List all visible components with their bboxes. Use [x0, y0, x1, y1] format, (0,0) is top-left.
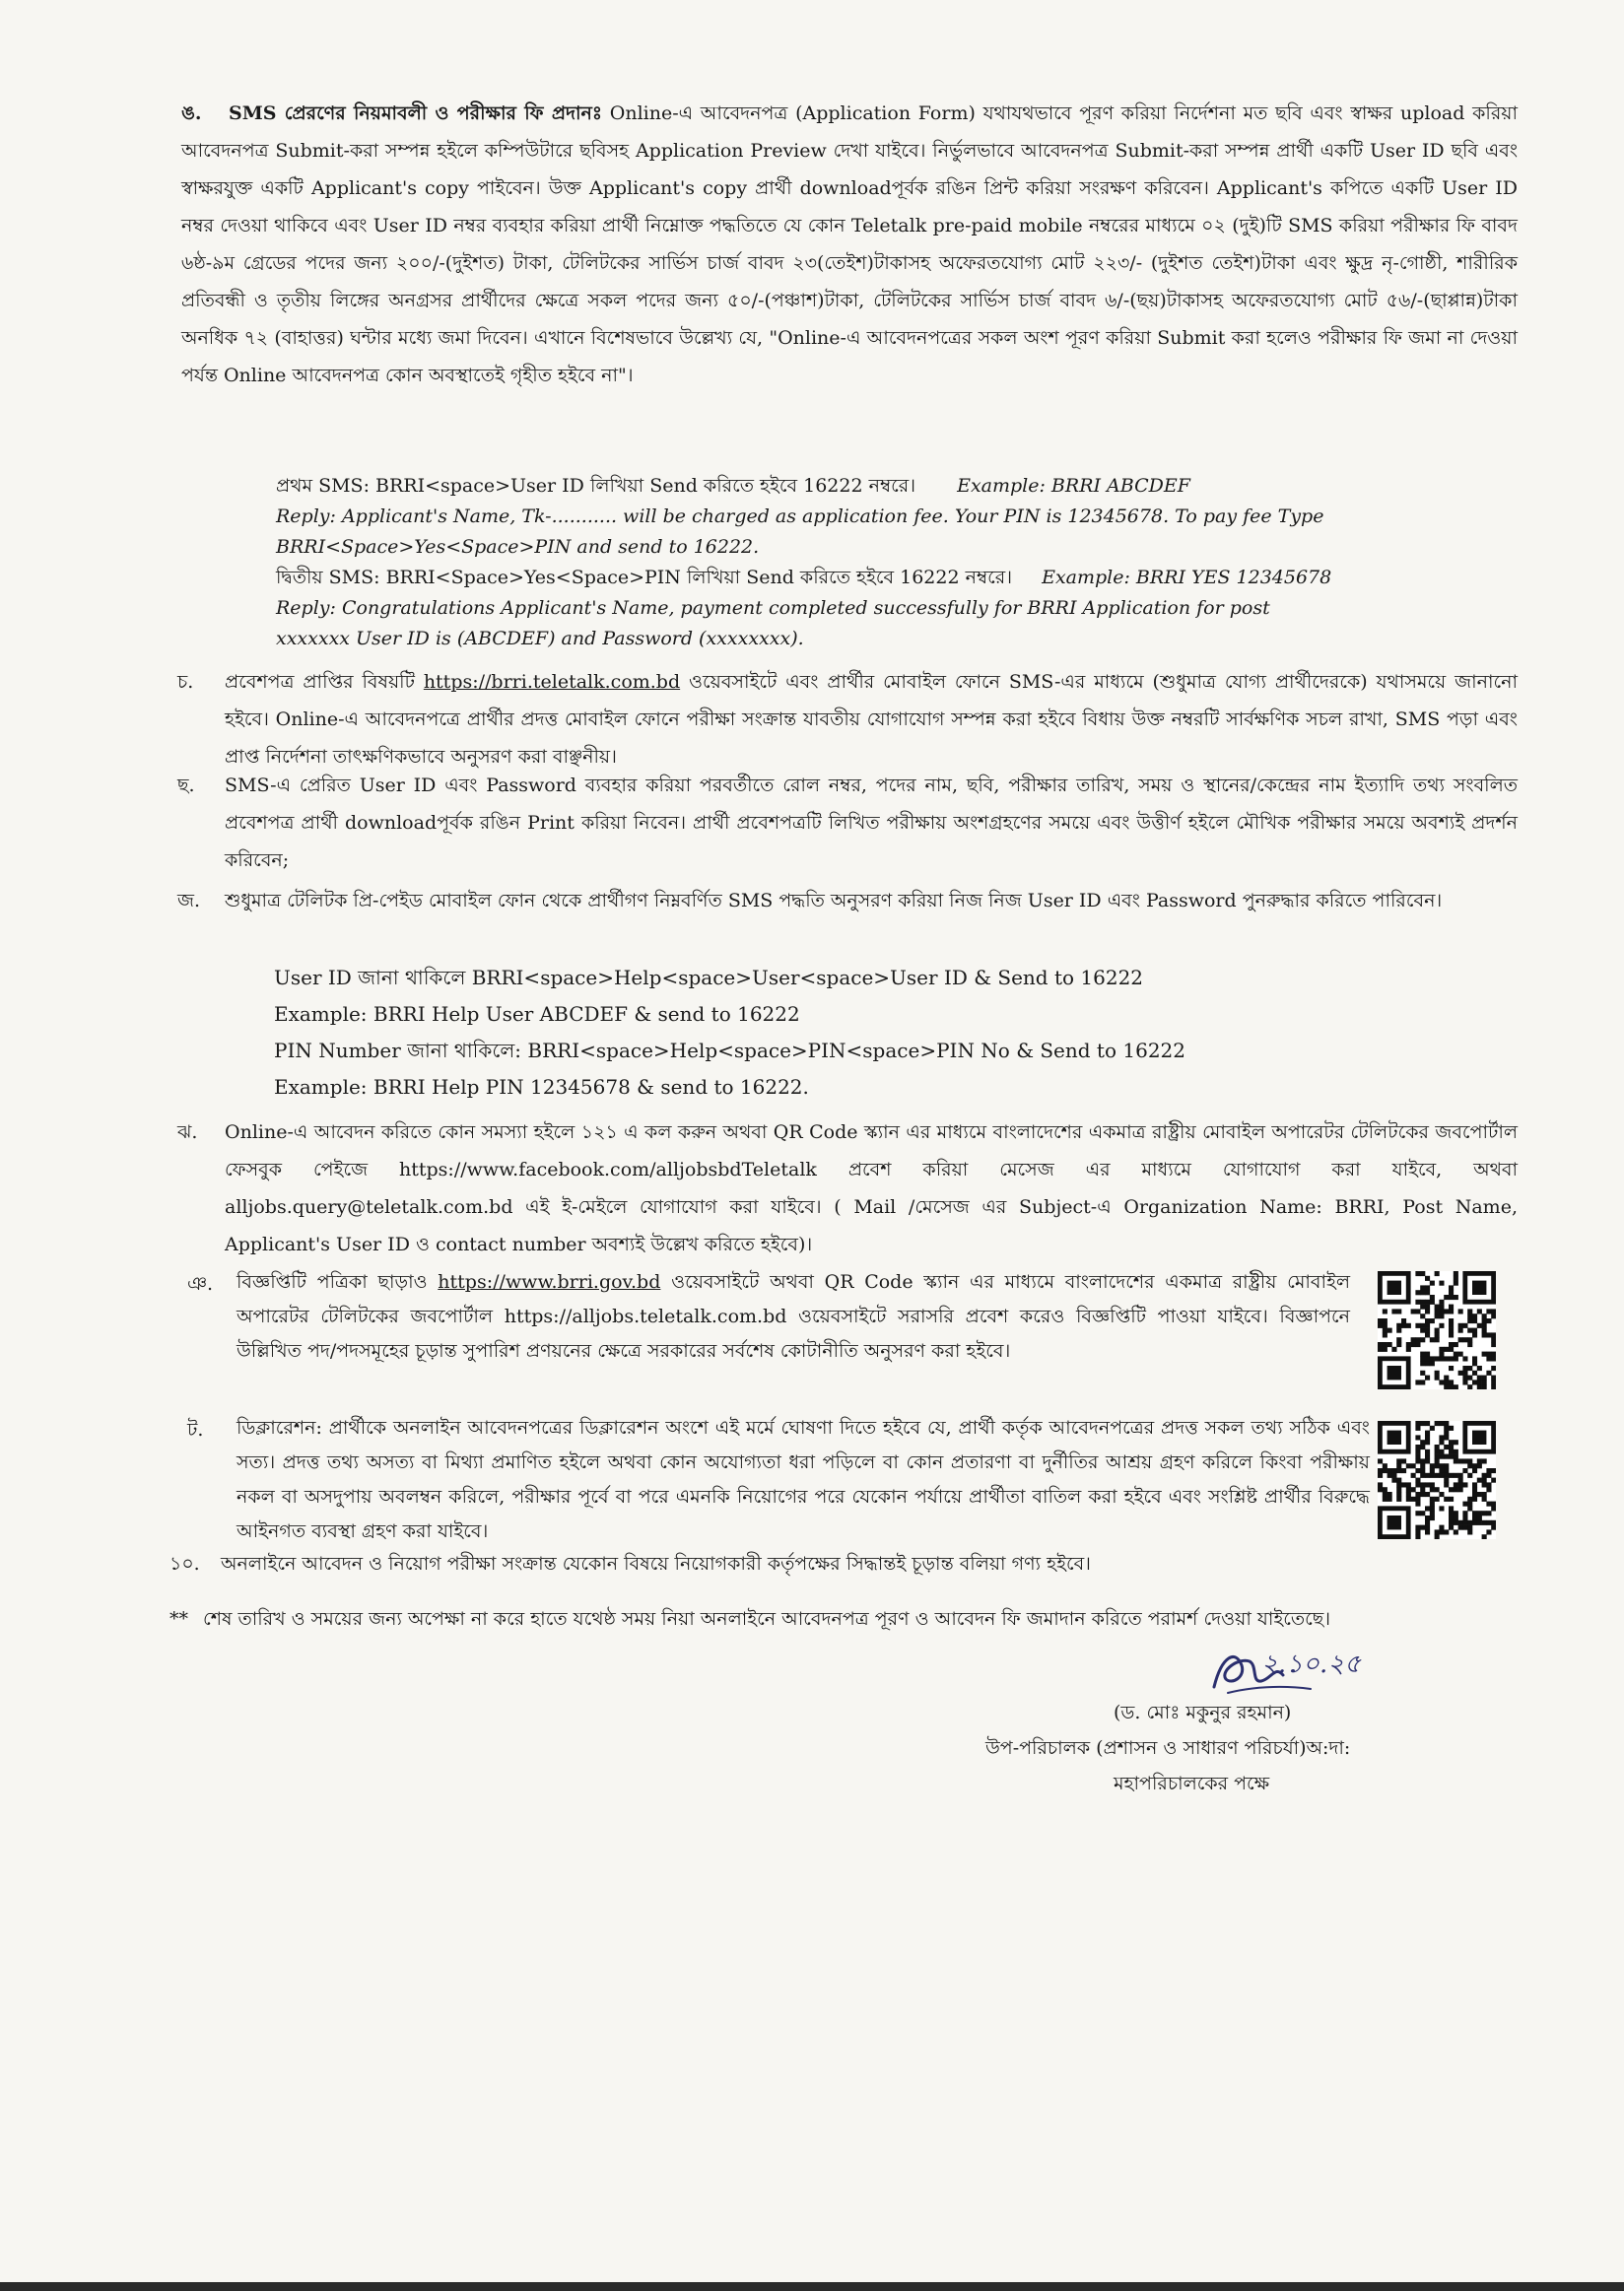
section-marker: ঙ. — [181, 102, 202, 124]
section-marker: ট. — [187, 1419, 204, 1441]
signatory-name: (ড. মোঃ মকুনুর রহমান) — [1114, 1702, 1292, 1723]
signatory-designation: উপ-পরিচালক (প্রশাসন ও সাধারণ পরিচর্যা)অ:দা: — [985, 1737, 1351, 1759]
second-sms-example: Example: BRRI YES 12345678 — [1042, 567, 1332, 588]
admit-card-notice-section — [225, 663, 1518, 775]
sms-fee-heading: SMS প্রেরণের নিয়মাবলী ও পরীক্ষার ফি প্রদানঃ — [229, 102, 603, 124]
first-sms-instruction: প্রথম SMS: BRRI<space>User ID লিখিয়া Send করিতে হইবে 16222 নম্বরে। — [276, 475, 916, 497]
admit-card-text: প্রবেশপত্র প্রাপ্তির বিষয়টি — [225, 671, 415, 693]
recovery-userid-example: Example: BRRI Help User ABCDEF & send to 16222 — [274, 1002, 800, 1026]
first-sms-example: Example: BRRI ABCDEF — [957, 475, 1190, 497]
sms-fee-section — [181, 95, 1518, 394]
second-sms-reply-cont: xxxxxxx User ID is (ABCDEF) and Password (xxxxxxxx). — [276, 628, 804, 649]
section-marker: ঝ. — [177, 1121, 198, 1143]
second-sms-line — [276, 563, 1518, 593]
help-contact-section: Online-এ আবেদন করিতে কোন সমস্যা হইলে ১২১ এ কল করুন অথবা QR Code স্ক্যান এর মাধ্যমে বাংলাদেশের একমাত্র রাষ্ট্রীয় মোবাইল অপারেটর টেলিটকের জবপোর্টাল ফেসবুক পেইজে https://www.facebook.com/alljobsbdTeletalk প্রবেশ করিয়া মেসেজ এর মাধ্যমে যোগাযোগ করা যাইবে, অথবা alljobs.query@teletalk.com.bd এই ই-মেইলে যোগাযোগ করা যাইবে। ( Mail /মেসেজ এর Subject-এ Organization Name: BRRI, Post Name, Applicant's User ID ও contact number অবশ্যই উল্লেখ করিতে হইবে)। — [225, 1121, 1518, 1255]
scan-edge — [0, 2282, 1624, 2291]
section-marker: ছ. — [177, 775, 195, 796]
circular-text: বিজ্ঞপ্তিটি পত্রিকা ছাড়াও — [237, 1271, 428, 1293]
brri-teletalk-link[interactable]: https://brri.teletalk.com.bd — [423, 671, 681, 693]
first-sms-reply-cont: BRRI<Space>Yes<Space>PIN and send to 16222. — [276, 536, 760, 558]
brri-gov-link[interactable]: https://www.brri.gov.bd — [438, 1271, 661, 1293]
circular-text-cont: ওয়েবসাইটে অথবা QR Code স্ক্যান এর মাধ্যমে বাংলাদেশের একমাত্র রাষ্ট্রীয় মোবাইল অপারেটর টেলিটকের জবপোর্টাল https://alljobs.teletalk.com.bd ওয়েবসাইটে সরাসরি প্রবেশ করেও বিজ্ঞপ্তিটি পাওয়া যাইবে। বিজ্ঞাপনে উল্লিখিত পদ/পদসমূহের চূড়ান্ত সুপারিশ প্রণয়নের ক্ষেত্রে সরকারের সর্বশেষ কোটানীতি অনুসরণ করা হইবে। — [237, 1271, 1351, 1362]
qr-code-website[interactable] — [1378, 1271, 1496, 1389]
admit-card-text-cont: ওয়েবসাইটে এবং প্রার্থীর মোবাইল ফোনে SMS-এর মাধ্যমে (শুধুমাত্র যোগ্য প্রার্থীদেরকে) যথাসময়ে জানানো হইবে। Online-এ আবেদনপত্রে প্রার্থীর প্রদত্ত মোবাইল ফোনে পরীক্ষা সংক্রান্ত যাবতীয় যোগাযোগ সম্পন্ন করা হইবে বিধায় উক্ত নম্বরটি সার্বক্ষণিক সচল রাখা, SMS পড়া এবং প্রাপ্ত নির্দেশনা তাৎক্ষণিকভাবে অনুসরণ করা বাঞ্ছনীয়। — [225, 671, 1518, 768]
first-sms-reply: Reply: Applicant's Name, Tk-........... will be charged as application fee. Your PIN is 12345678. To pay fee Type — [276, 505, 1324, 527]
circular-availability-section — [237, 1265, 1350, 1369]
recovery-userid-command: User ID জানা থাকিলে BRRI<space>Help<space>User<space>User ID & Send to 16222 — [274, 966, 1144, 989]
second-sms-reply: Reply: Congratulations Applicant's Name, payment completed successfully for BRRI Application for post — [276, 597, 1270, 619]
section-marker: জ. — [177, 890, 201, 911]
section-marker: চ. — [177, 671, 194, 693]
second-sms-instruction: দ্বিতীয় SMS: BRRI<Space>Yes<Space>PIN লিখিয়া Send করিতে হইবে 16222 নম্বরে। — [276, 567, 1013, 588]
sms-instructions — [276, 471, 1518, 654]
admit-card-download-section: SMS-এ প্রেরিত User ID এবং Password ব্যবহার করিয়া পরবর্তীতে রোল নম্বর, পদের নাম, ছবি, পরীক্ষার তারিখ, সময় ও স্থানের/কেন্দ্রের নাম ইত্যাদি তথ্য সংবলিত প্রবেশপত্র প্রার্থী downloadপূর্বক রঙিন Print করিয়া নিবেন। প্রার্থী প্রবেশপত্রটি লিখিত পরীক্ষায় অংশগ্রহণের সময়ে এবং উত্তীর্ণ হইলে মৌখিক পরীক্ষার সময়ে অবশ্যই প্রদর্শন করিবেন; — [225, 775, 1518, 871]
recovery-pin-command: PIN Number জানা থাকিলে: BRRI<space>Help<space>PIN<space>PIN No & Send to 16222 — [274, 1039, 1185, 1062]
credential-recovery-section: শুধুমাত্র টেলিটক প্রি-পেইড মোবাইল ফোন থেকে প্রার্থীগণ নিম্নবর্ণিত SMS পদ্ধতি অনুসরণ করিয়া নিজ নিজ User ID এবং Password পুনরুদ্ধার করিতে পারিবেন। — [225, 890, 1443, 911]
signatory-on-behalf: মহাপরিচালকের পক্ষে — [1114, 1773, 1270, 1794]
qr-code-facebook[interactable] — [1378, 1421, 1496, 1539]
handwritten-date: ২.১০.২৫ — [1261, 1650, 1361, 1679]
declaration-section: ডিক্লারেশন: প্রার্থীকে অনলাইন আবেদনপত্রের ডিক্লারেশন অংশে এই মর্মে ঘোষণা দিতে হইবে যে, প্রার্থী কর্তৃক আবেদনপত্রের প্রদত্ত সকল তথ্য সঠিক এবং সত্য। প্রদত্ত তথ্য অসত্য বা মিথ্যা প্রমাণিত হইলে অথবা কোন অযোগ্যতা ধরা পড়িলে বা কোন প্রতারণা বা দুর্নীতির আশ্রয় গ্রহণ করিলে কিংবা পরীক্ষায় নকল বা অসদুপায় অবলম্বন করিলে, পরীক্ষার পূর্বে বা পরে এমনকি নিয়োগের পরে যেকোন পর্যায়ে প্রার্থীতা বাতিল করা হইবে এবং সংশ্লিষ্ট প্রার্থীর বিরুদ্ধে আইনগত ব্যবস্থা গ্রহণ করা যাইবে। — [237, 1417, 1370, 1542]
recovery-commands — [274, 960, 1185, 1106]
footnote-text: শেষ তারিখ ও সময়ের জন্য অপেক্ষা না করে হাতে যথেষ্ঠ সময় নিয়া অনলাইনে আবেদনপত্র পূরণ ও আবেদন ফি জমাদান করিতে পরামর্শ দেওয়া যাইতেছে। — [203, 1608, 1331, 1630]
first-sms-line — [276, 471, 1518, 502]
section-marker: ১০. — [169, 1553, 200, 1575]
footnote-marker: ** — [169, 1608, 188, 1630]
authority-decision-section: অনলাইনে আবেদন ও নিয়োগ পরীক্ষা সংক্রান্ত যেকোন বিষয়ে নিয়োগকারী কর্তৃপক্ষের সিদ্ধান্তই চূড়ান্ত বলিয়া গণ্য হইবে। — [221, 1553, 1091, 1575]
sms-fee-text: Online-এ আবেদনপত্র (Application Form) যথাযথভাবে পূরণ করিয়া নির্দেশনা মত ছবি এবং স্বাক্ষর upload করিয়া আবেদনপত্র Submit-করা সম্পন্ন হইলে কম্পিউটারে ছবিসহ Application Preview দেখা যাইবে। নির্ভুলভাবে আবেদনপত্র Submit-করা সম্পন্ন প্রার্থী একটি User ID ছবি এবং স্বাক্ষরযুক্ত একটি Applicant's copy পাইবেন। উক্ত Applicant's copy প্রার্থী downloadপূর্বক রঙিন প্রিন্ট করিয়া সংরক্ষণ করিবেন। Applicant's কপিতে একটি User ID নম্বর দেওয়া থাকিবে এবং User ID নম্বর ব্যবহার করিয়া প্রার্থী নিম্নোক্ত পদ্ধতিতে যে কোন Teletalk pre-paid mobile নম্বরের মাধ্যমে ০২ (দুই)টি SMS করিয়া পরীক্ষার ফি বাবদ ৬ষ্ঠ-৯ম গ্রেডের পদের জন্য ২০০/-(দুইশত) টাকা, টেলিটকের সার্ভিস চার্জ বাবদ ২৩(তেইশ)টাকাসহ অফেরতযোগ্য মোট ২২৩/- (দুইশত তেইশ)টাকা এবং ক্ষুদ্র নৃ-গোষ্ঠী, শারীরিক প্রতিবন্ধী ও তৃতীয় লিঙ্গের অনগ্রসর প্রার্থীদের ক্ষেত্রে সকল পদের জন্য ৫০/-(পঞ্চাশ)টাকা, টেলিটকের সার্ভিস চার্জ বাবদ ৬/-(ছয়)টাকাসহ অফেরতযোগ্য মোট ৫৬/-(ছাপ্পান্ন)টাকা অনধিক ৭২ (বাহাত্তর) ঘন্টার মধ্যে জমা দিবেন। এখানে বিশেষভাবে উল্লেখ্য যে, "Online-এ আবেদনপত্রের সকল অংশ পূরণ করিয়া Submit করা হলেও পরীক্ষার ফি জমা না দেওয়া পর্যন্ত Online আবেদনপত্র কোন অবস্থাতেই গৃহীত হইবে না"। — [181, 102, 1518, 386]
recovery-pin-example: Example: BRRI Help PIN 12345678 & send to 16222. — [274, 1075, 809, 1099]
section-marker: ঞ. — [187, 1273, 214, 1295]
